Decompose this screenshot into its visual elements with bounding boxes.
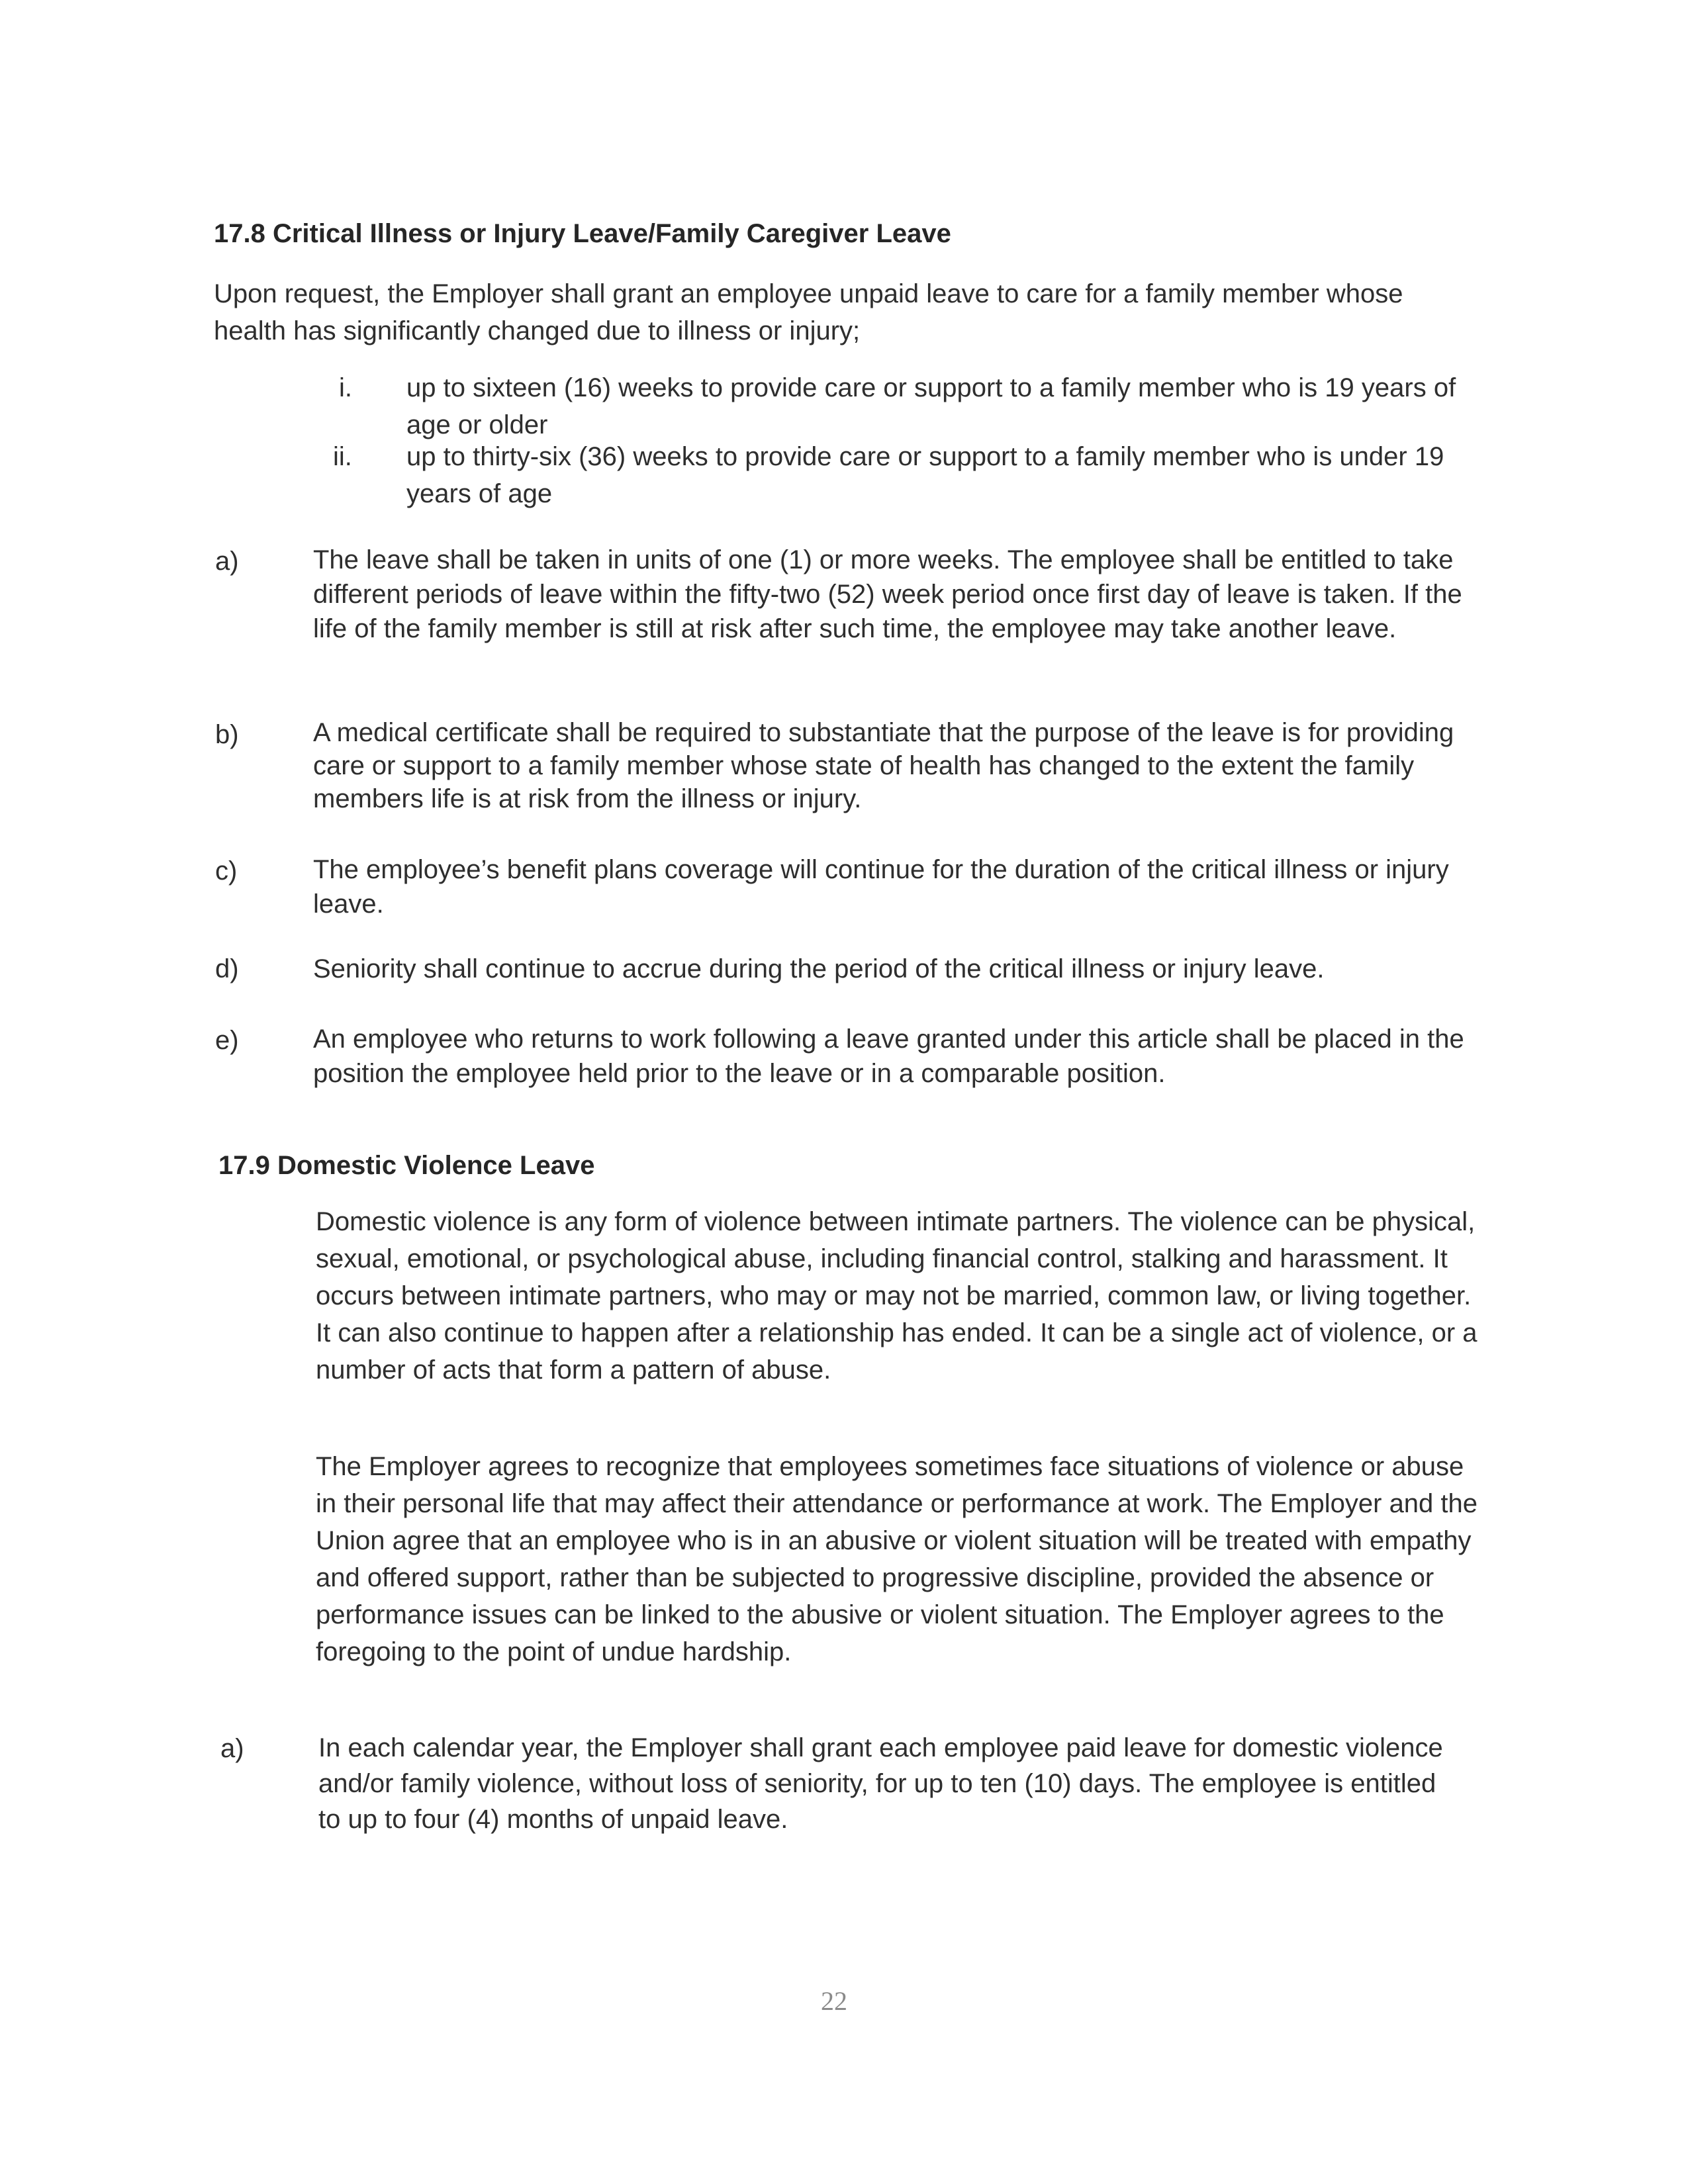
page-number: 22 xyxy=(821,1986,847,2016)
roman-marker-1: i. xyxy=(339,373,352,402)
item-marker-a: a) xyxy=(215,547,239,576)
employer-agreement-paragraph: The Employer agrees to recognize that employees sometimes face situations of violence or abuse in their personal life that may affect their attendance or performance at work. The Employer and the Union agree that an employee who is in an abusive or violent situation will be treated with empathy and offered support, rather than be subjected to progressive discipline, provided the absence or performance issues can be linked to the abusive or violent situation. The Employer agrees to the foregoing to the point of undue hardship. xyxy=(316,1452,1478,1666)
roman-item-1: up to sixteen (16) weeks to provide care or support to a family member who is 19 years of age or older xyxy=(406,373,1456,439)
item-c: The employee’s benefit plans coverage will continue for the duration of the critical illness or injury leave. xyxy=(313,855,1449,919)
item-marker-d: d) xyxy=(215,954,239,983)
item-marker-17-9-a: a) xyxy=(220,1734,244,1763)
item-e: An employee who returns to work following a leave granted under this article shall be placed in the position the employee held prior to the leave or in a comparable position. xyxy=(313,1024,1464,1088)
section-heading-17-8: 17.8 Critical Illness or Injury Leave/Family Caregiver Leave xyxy=(214,219,951,248)
item-marker-c: c) xyxy=(215,856,238,886)
intro-paragraph: Upon request, the Employer shall grant an employee unpaid leave to care for a family member whose health has significantly changed due to illness or injury; xyxy=(214,279,1403,345)
item-b: A medical certificate shall be required to substantiate that the purpose of the leave is for providing care or support to a family member whose state of health has changed to the extent the family members life is at risk from the illness or injury. xyxy=(313,718,1454,813)
item-marker-e: e) xyxy=(215,1026,239,1055)
roman-item-2: up to thirty-six (36) weeks to provide care or support to a family member who is under 19 years of age xyxy=(406,442,1444,508)
item-d: Seniority shall continue to accrue during the period of the critical illness or injury leave. xyxy=(313,954,1325,983)
section-heading-17-9: 17.9 Domestic Violence Leave xyxy=(218,1151,595,1180)
item-17-9-a: In each calendar year, the Employer shall grant each employee paid leave for domestic violence and/or family violence, without loss of seniority, for up to ten (10) days. The employee is entitled to up to four (4) months of unpaid leave. xyxy=(318,1733,1443,1834)
item-a: The leave shall be taken in units of one (1) or more weeks. The employee shall be entitled to take different periods of leave within the fifty-two (52) week period once first day of leave is taken. If the life of the family member is still at risk after such time, the employee may take another leave. xyxy=(313,545,1462,643)
roman-marker-2: ii. xyxy=(333,442,352,471)
item-marker-b: b) xyxy=(215,720,239,749)
domestic-violence-definition: Domestic violence is any form of violence between intimate partners. The violence can be physical, sexual, emotional, or psychological abuse, including financial control, stalking and harassment. It occurs between intimate partners, who may or may not be married, common law, or living together. It can also continue to happen after a relationship has ended. It can be a single act of violence, or a number of acts that form a pattern of abuse. xyxy=(316,1207,1477,1385)
